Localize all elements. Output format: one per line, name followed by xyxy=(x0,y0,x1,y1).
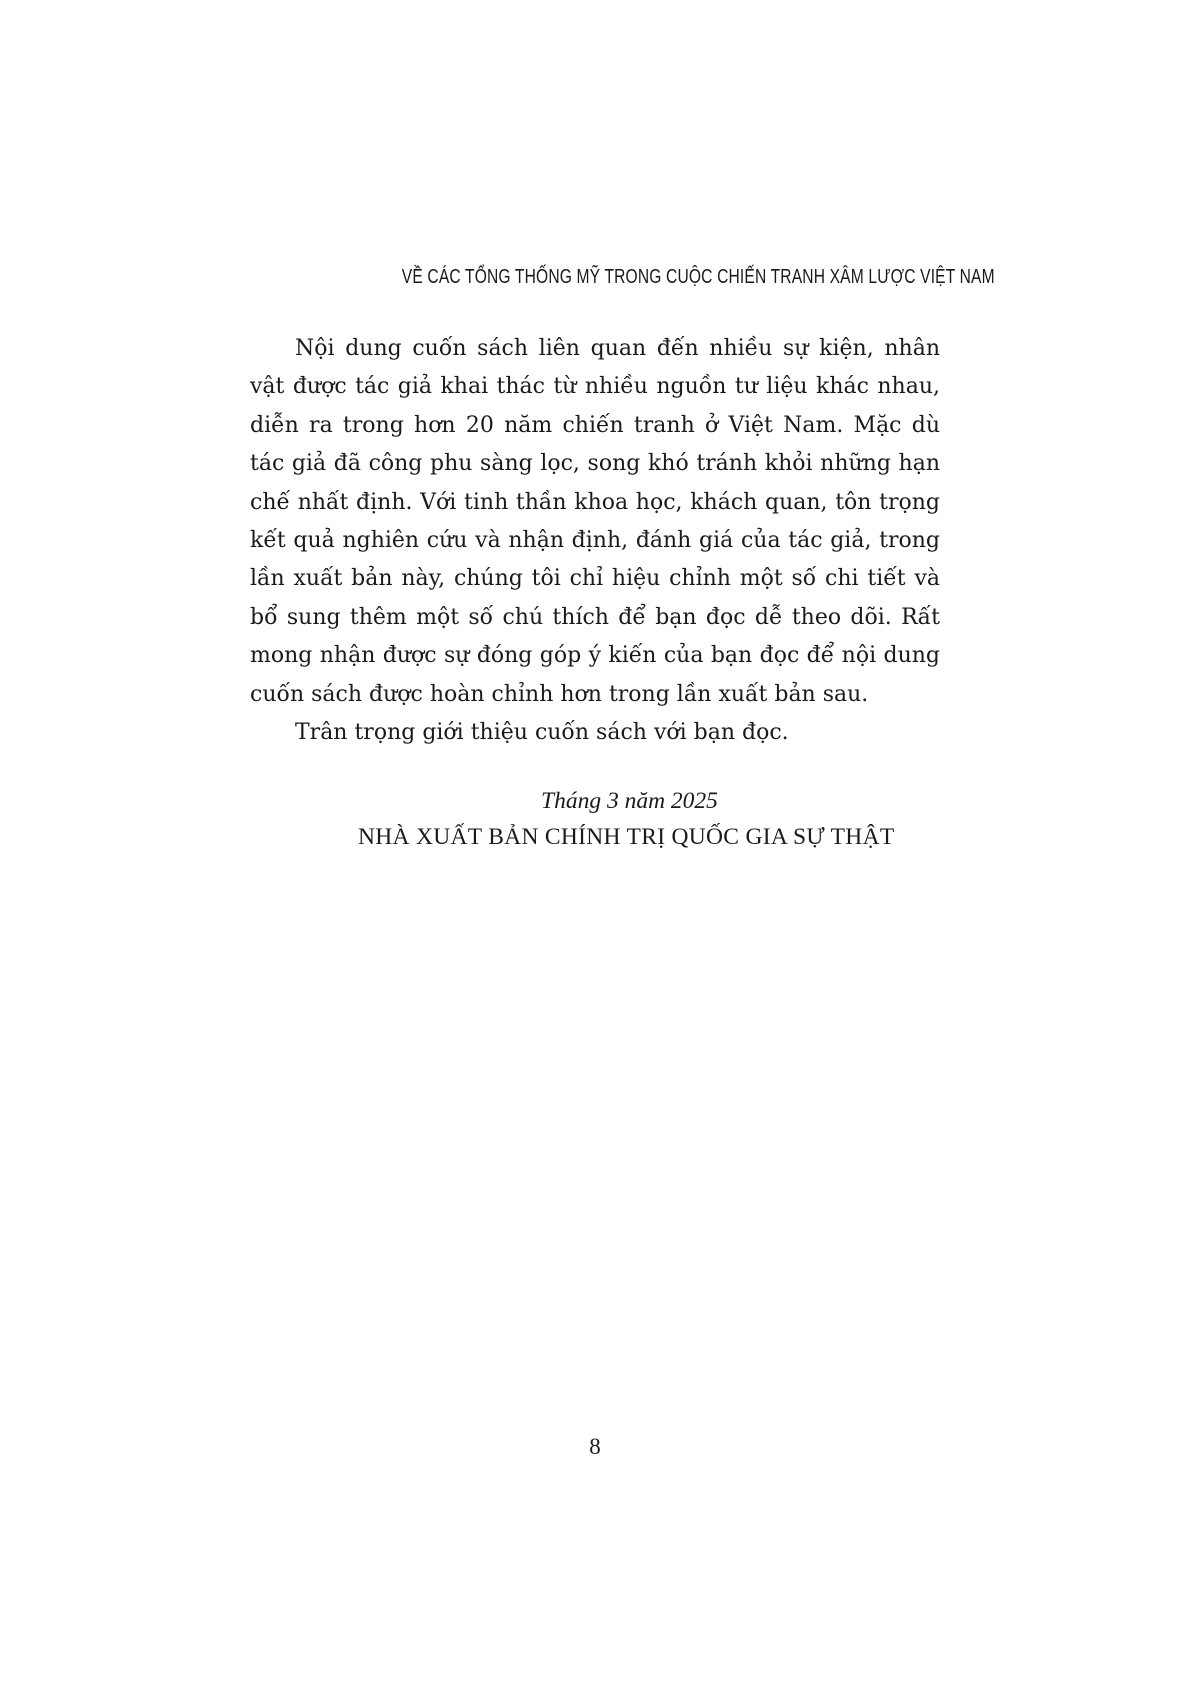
signoff-date: Tháng 3 năm 2025 xyxy=(541,788,718,814)
signoff-publisher: NHÀ XUẤT BẢN CHÍNH TRỊ QUỐC GIA SỰ THẬT xyxy=(358,824,895,850)
body-text xyxy=(250,330,940,752)
paragraph: Nội dung cuốn sách liên quan đến nhiều sự kiện, nhân vật được tác giả khai thác từ nhiều nguồn tư liệu khác nhau, diễn ra trong hơn 20 năm chiến tranh ở Việt Nam. Mặc dù tác giả đã công phu sàng lọc, song khó tránh khỏi những hạn chế nhất định. Với tinh thần khoa học, khách quan, tôn trọng kết quả nghiên cứu và nhận định, đánh giá của tác giả, trong lần xuất bản này, chúng tôi chỉ hiệu chỉnh một số chi tiết và bổ sung thêm một số chú thích để bạn đọc dễ theo dõi. Rất mong nhận được sự đóng góp ý kiến của bạn đọc để nội dung cuốn sách được hoàn chỉnh hơn trong lần xuất bản sau. xyxy=(250,336,940,707)
page-number: 8 xyxy=(589,1434,601,1459)
paragraph: Trân trọng giới thiệu cuốn sách với bạn đọc. xyxy=(295,720,789,746)
running-header: VỀ CÁC TỔNG THỐNG MỸ TRONG CUỘC CHIẾN TRANH XÂM LƯỢC VIỆT NAM xyxy=(401,266,995,288)
